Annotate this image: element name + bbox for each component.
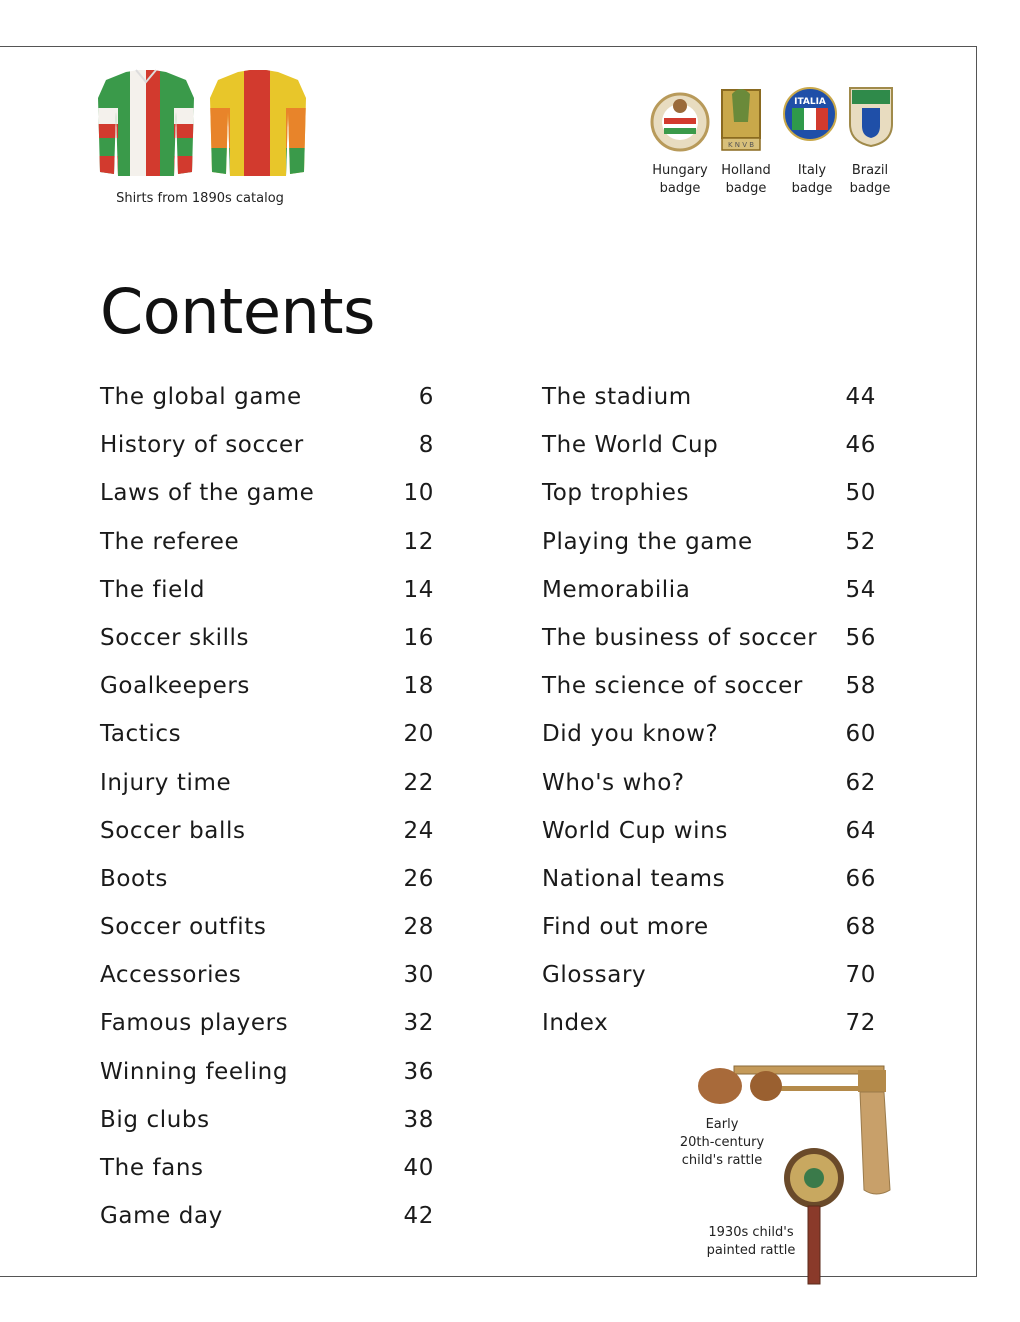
toc-entry-title: Soccer skills [100, 624, 250, 651]
toc-entry-page: 38 [403, 1106, 434, 1133]
toc-entry-page: 14 [403, 576, 434, 603]
toc-entry-title: The business of soccer [542, 624, 818, 651]
toc-entry-page: 24 [403, 817, 434, 844]
toc-right-column [542, 380, 876, 1055]
toc-entry [542, 476, 876, 524]
toc-entry-title: Soccer balls [100, 817, 246, 844]
italy-caption: Italy badge [791, 163, 833, 196]
toc-entry-title: Laws of the game [100, 480, 315, 507]
toc-entry-page: 64 [845, 817, 876, 844]
toc-entry-page: 68 [845, 914, 876, 941]
page-title: Contents [100, 275, 375, 348]
toc-entry [542, 380, 876, 428]
toc-entry-title: Big clubs [100, 1106, 210, 1133]
toc-entry-title: The science of soccer [542, 673, 803, 700]
toc-entry-title: The stadium [542, 384, 692, 410]
toc-entry [100, 1151, 434, 1199]
toc-entry [100, 862, 434, 910]
toc-entry [100, 1055, 434, 1103]
toc-entry [100, 1199, 434, 1247]
toc-entry [542, 910, 876, 958]
toc-entry [542, 621, 876, 669]
toc-entry-title: Glossary [542, 962, 647, 989]
toc-entry-title: History of soccer [100, 432, 304, 459]
toc-entry-title: The fans [100, 1155, 204, 1181]
toc-entry-title: National teams [542, 865, 726, 892]
toc-entry-title: Accessories [100, 962, 242, 989]
yellow-red-shirt-image [208, 68, 308, 180]
toc-entry-title: Goalkeepers [100, 673, 250, 700]
toc-entry [100, 525, 434, 573]
knvb-text: K N V B [727, 141, 755, 149]
toc-entry [100, 476, 434, 524]
toc-entry-title: Who's who? [542, 769, 685, 796]
painted-rattle-image [782, 1146, 848, 1286]
toc-entry [542, 766, 876, 814]
toc-entry-title: Did you know? [542, 721, 719, 748]
toc-entry-page: 42 [403, 1203, 434, 1230]
striped-shirt-image [96, 68, 196, 180]
toc-entry-page: 60 [845, 721, 876, 748]
hungary-badge-image [650, 88, 710, 154]
toc-entry [542, 525, 876, 573]
toc-entry-page: 32 [403, 1010, 434, 1037]
toc-entry-page: 44 [845, 384, 876, 410]
toc-entry-title: Game day [100, 1203, 223, 1230]
italia-text: ITALIA [794, 97, 826, 107]
wooden-rattle-caption: Early 20th-century child's rattle [679, 1117, 765, 1168]
toc-entry-title: Injury time [100, 769, 232, 796]
toc-entry [542, 428, 876, 476]
toc-entry-title: Playing the game [542, 528, 753, 555]
toc-entry-title: The global game [100, 384, 302, 410]
toc-entry-page: 8 [418, 432, 434, 459]
toc-entry-title: World Cup wins [542, 817, 728, 844]
toc-entry-page: 20 [403, 721, 434, 748]
toc-entry-page: 70 [845, 962, 876, 989]
holland-badge-image [718, 82, 764, 154]
brazil-badge-image [846, 84, 896, 148]
toc-entry-page: 46 [845, 432, 876, 459]
toc-entry-page: 62 [845, 769, 876, 796]
toc-entry-title: Index [542, 1010, 609, 1037]
toc-entry-page: 54 [845, 576, 876, 603]
toc-entry-title: Find out more [542, 914, 709, 941]
toc-entry-page: 22 [403, 769, 434, 796]
toc-entry [100, 1006, 434, 1054]
toc-entry [100, 766, 434, 814]
toc-entry [100, 621, 434, 669]
toc-entry-title: Soccer outfits [100, 914, 267, 941]
toc-entry-title: Top trophies [542, 480, 690, 507]
toc-entry [100, 669, 434, 717]
toc-entry [542, 958, 876, 1006]
toc-entry-page: 36 [403, 1058, 434, 1085]
toc-entry-title: Memorabilia [542, 576, 691, 603]
toc-entry [542, 814, 876, 862]
toc-entry [542, 669, 876, 717]
toc-entry-title: The referee [100, 528, 240, 555]
toc-entry-page: 28 [403, 914, 434, 941]
toc-entry-page: 12 [403, 528, 434, 555]
toc-entry-title: Tactics [100, 721, 182, 748]
toc-entry [100, 717, 434, 765]
toc-entry [100, 958, 434, 1006]
toc-entry [100, 910, 434, 958]
italy-badge-image [782, 86, 838, 142]
toc-entry-page: 50 [845, 480, 876, 507]
toc-entry-page: 58 [845, 673, 876, 700]
toc-entry-title: Boots [100, 865, 168, 892]
toc-entry-page: 40 [403, 1155, 434, 1181]
holland-caption: Holland badge [721, 163, 771, 196]
brazil-caption: Brazil badge [849, 163, 891, 196]
toc-entry [542, 573, 876, 621]
hungary-caption: Hungary badge [652, 163, 708, 196]
toc-entry-page: 52 [845, 528, 876, 555]
toc-entry-title: The field [100, 576, 206, 603]
toc-entry-page: 10 [403, 480, 434, 507]
toc-entry-title: Winning feeling [100, 1058, 289, 1085]
toc-entry-page: 66 [845, 865, 876, 892]
toc-entry-page: 26 [403, 865, 434, 892]
toc-entry [100, 380, 434, 428]
toc-entry-title: The World Cup [542, 432, 719, 459]
toc-entry-page: 16 [403, 624, 434, 651]
toc-entry-title: Famous players [100, 1010, 289, 1037]
toc-entry [100, 1103, 434, 1151]
toc-entry [542, 717, 876, 765]
painted-rattle-caption: 1930s child's painted rattle [706, 1225, 796, 1258]
toc-entry-page: 72 [845, 1010, 876, 1037]
toc-entry-page: 6 [418, 384, 434, 410]
toc-entry-page: 30 [403, 962, 434, 989]
toc-entry-page: 56 [845, 624, 876, 651]
toc-entry [100, 428, 434, 476]
shirts-caption: Shirts from 1890s catalog [116, 191, 284, 206]
toc-left-column [100, 380, 434, 1247]
toc-entry [542, 862, 876, 910]
toc-entry [100, 573, 434, 621]
toc-entry-page: 18 [403, 673, 434, 700]
toc-entry [542, 1006, 876, 1054]
toc-entry [100, 814, 434, 862]
